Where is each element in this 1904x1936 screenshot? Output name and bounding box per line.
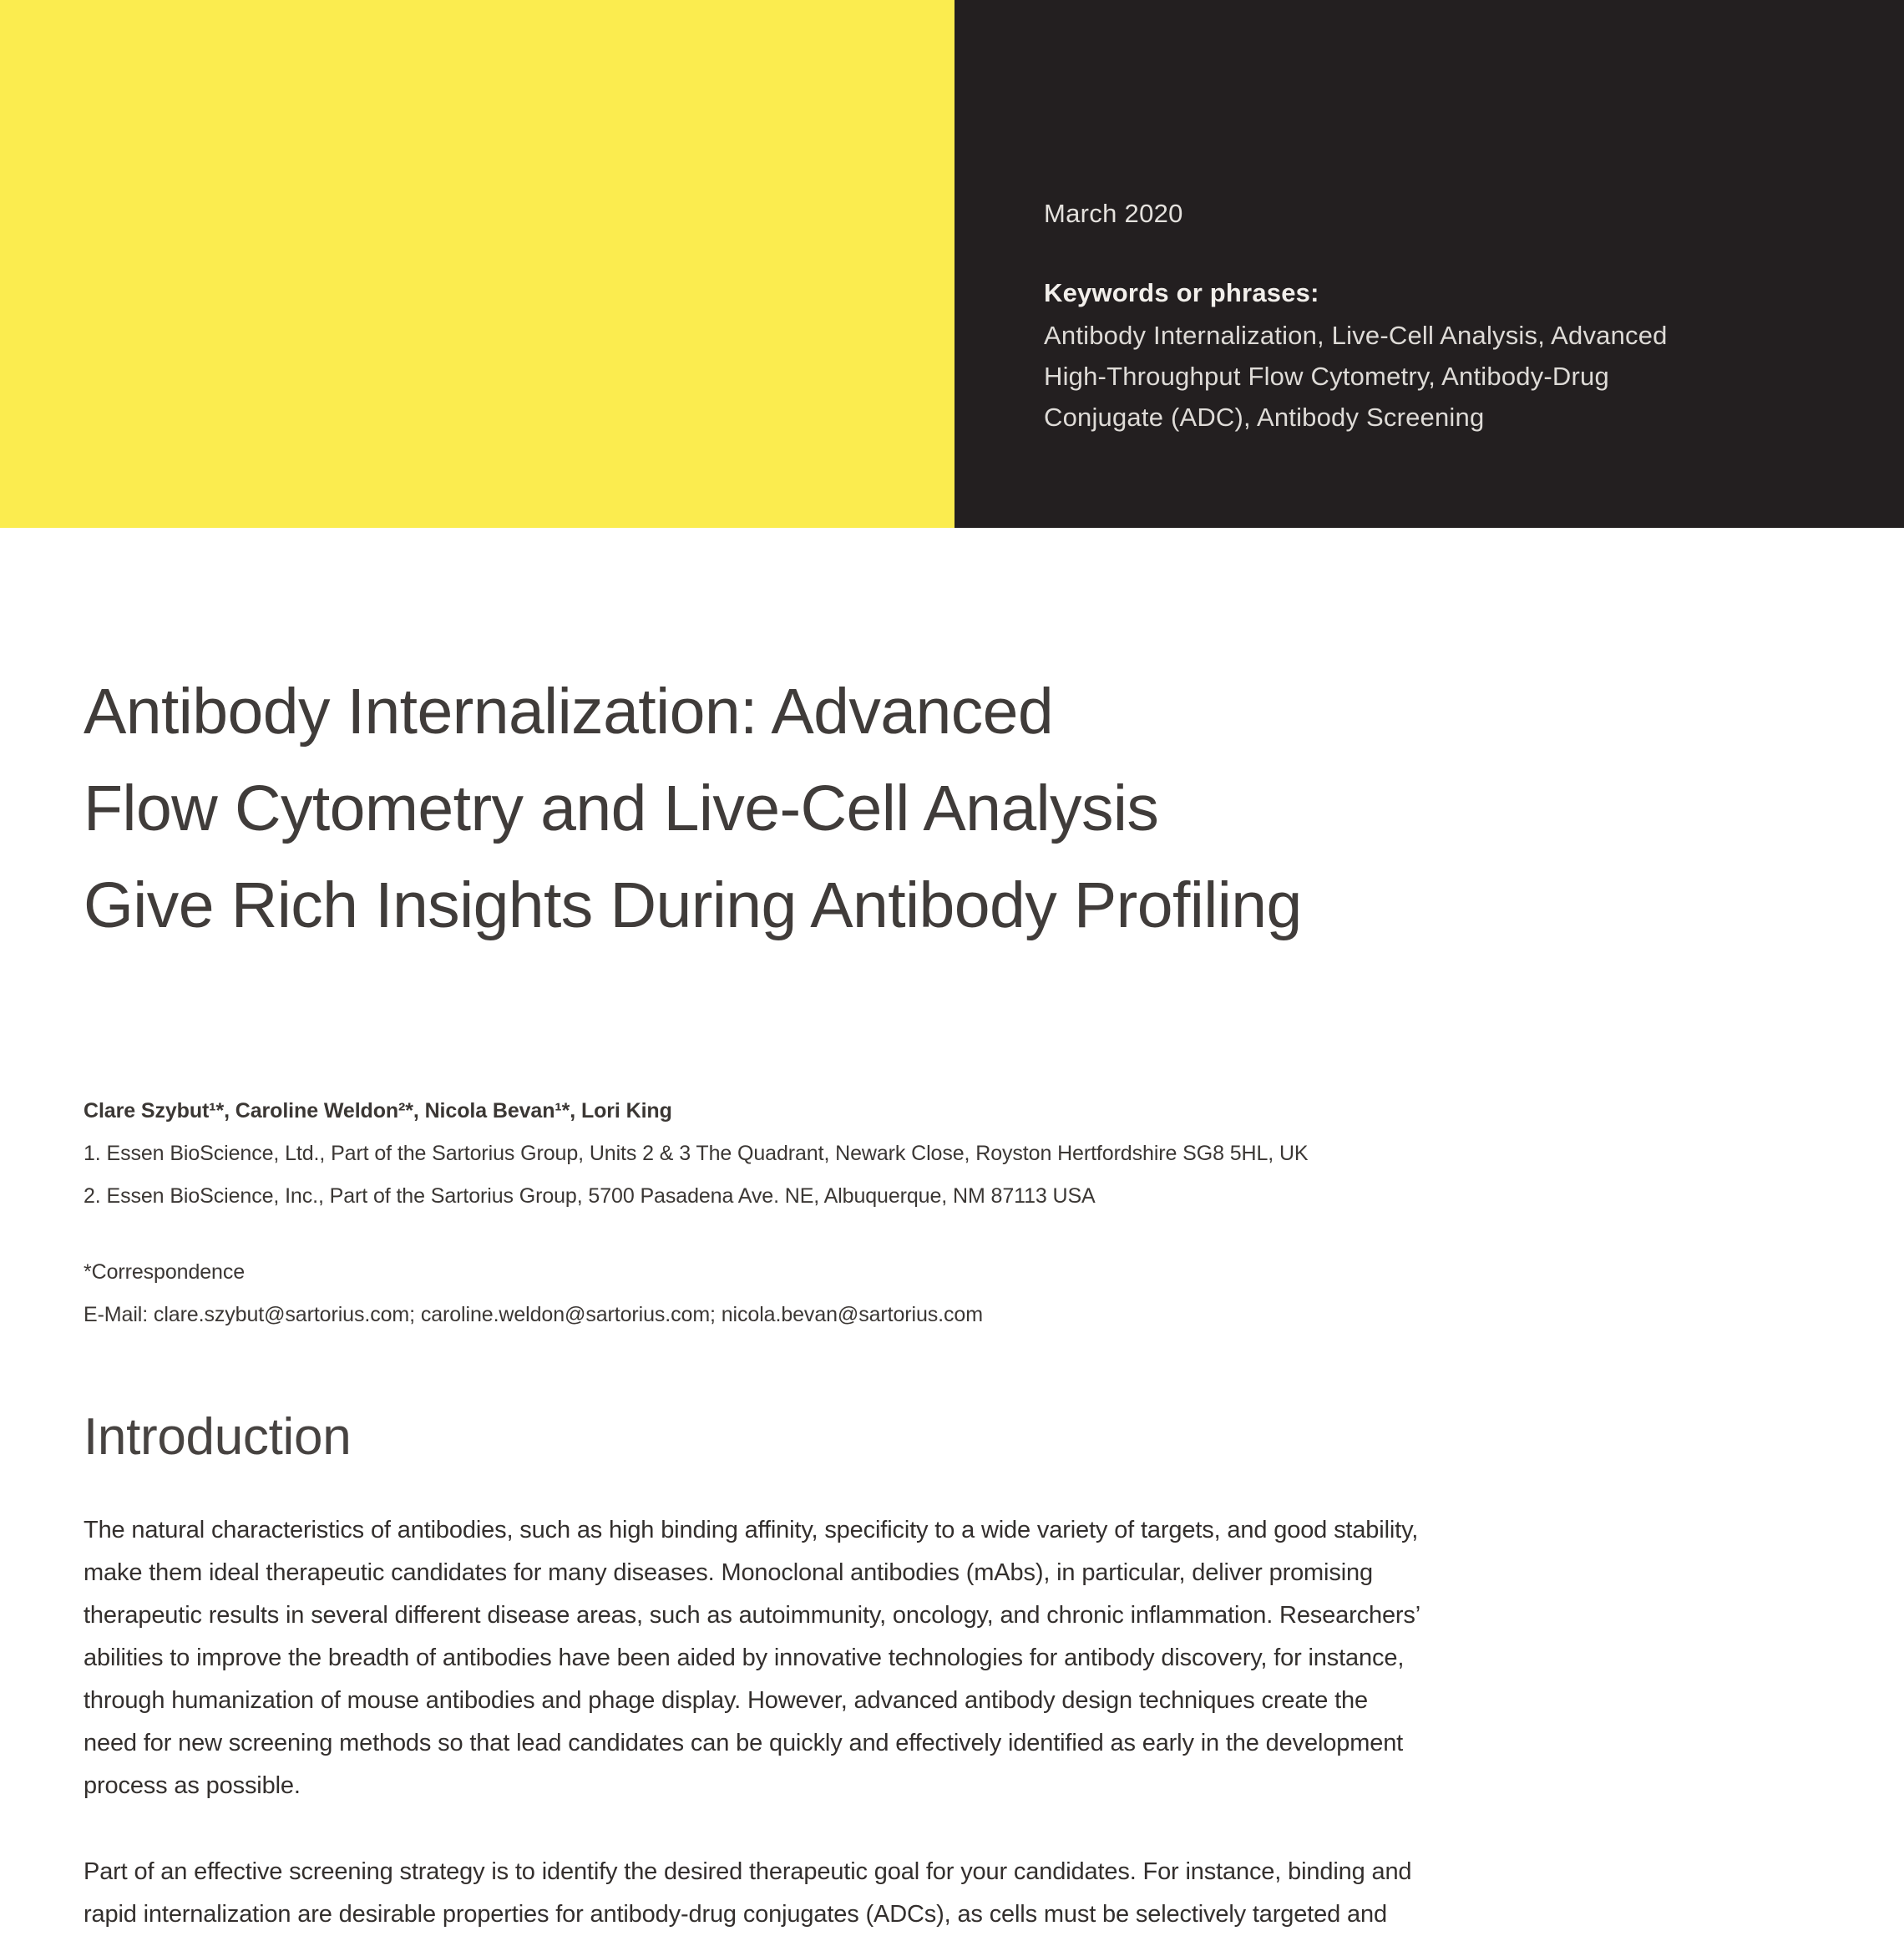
paragraph-line: make them ideal therapeutic candidates for many diseases. Monoclonal antibodies (mAbs), in particular, deliver promising xyxy=(84,1559,1373,1587)
publication-date: March 2020 xyxy=(1044,199,1183,228)
page-title-line: Flow Cytometry and Live-Cell Analysis xyxy=(84,773,1159,844)
introduction-paragraph-1 xyxy=(84,1509,1820,1807)
header-yellow-block xyxy=(0,0,955,528)
header-dark-block xyxy=(955,0,1904,528)
page-title-line: Give Rich Insights During Antibody Profiling xyxy=(84,869,1302,941)
header-band xyxy=(0,0,1904,528)
page-title-line: Antibody Internalization: Advanced xyxy=(84,676,1054,748)
paragraph-line: through humanization of mouse antibodies and phage display. However, advanced antibody design techniques create the xyxy=(84,1687,1368,1715)
introduction-paragraph-2 xyxy=(84,1851,1820,1936)
keywords-line: Antibody Internalization, Live-Cell Analysis, Advanced xyxy=(1044,321,1668,351)
keywords-line: High-Throughput Flow Cytometry, Antibody-Drug xyxy=(1044,362,1609,392)
affiliation-1: 1. Essen BioScience, Ltd., Part of the Sartorius Group, Units 2 & 3 The Quadrant, Newark Close, Royston Hertfordshire SG8 5HL, UK xyxy=(84,1142,1309,1165)
keywords-list xyxy=(1044,315,1812,438)
paragraph-line: Part of an effective screening strategy is to identify the desired therapeutic goal for your candidates. For instance, binding and xyxy=(84,1858,1412,1886)
page-title xyxy=(84,663,1804,954)
header-meta xyxy=(1044,0,1862,438)
paragraph-line: therapeutic results in several different disease areas, such as autoimmunity, oncology, and chronic inflammation. Researchers’ xyxy=(84,1602,1421,1629)
paragraph-line: rapid internalization are desirable properties for antibody-drug conjugates (ADCs), as cells must be selectively targeted and xyxy=(84,1901,1387,1928)
keywords-line: Conjugate (ADC), Antibody Screening xyxy=(1044,403,1485,433)
section-heading-introduction: Introduction xyxy=(84,1408,352,1466)
correspondence-emails: E-Mail: clare.szybut@sartorius.com; caroline.weldon@sartorius.com; nicola.bevan@sartorius.com xyxy=(84,1303,983,1326)
keywords-label: Keywords or phrases: xyxy=(1044,278,1319,308)
affiliation-2: 2. Essen BioScience, Inc., Part of the Sartorius Group, 5700 Pasadena Ave. NE, Albuquerque, NM 87113 USA xyxy=(84,1184,1096,1208)
paragraph-line: The natural characteristics of antibodies, such as high binding affinity, specificity to a wide variety of targets, and good stability, xyxy=(84,1517,1419,1544)
document-body xyxy=(0,663,1904,1936)
paragraph-line: abilities to improve the breadth of antibodies have been aided by innovative technologies for antibody discovery, for instance, xyxy=(84,1645,1405,1672)
paragraph-line: process as possible. xyxy=(84,1772,301,1800)
correspondence-label: *Correspondence xyxy=(84,1260,246,1284)
paragraph-line: need for new screening methods so that lead candidates can be quickly and effectively identified as early in the development xyxy=(84,1730,1404,1757)
author-list: Clare Szybut¹*, Caroline Weldon²*, Nicola Bevan¹*, Lori King xyxy=(84,1099,672,1123)
